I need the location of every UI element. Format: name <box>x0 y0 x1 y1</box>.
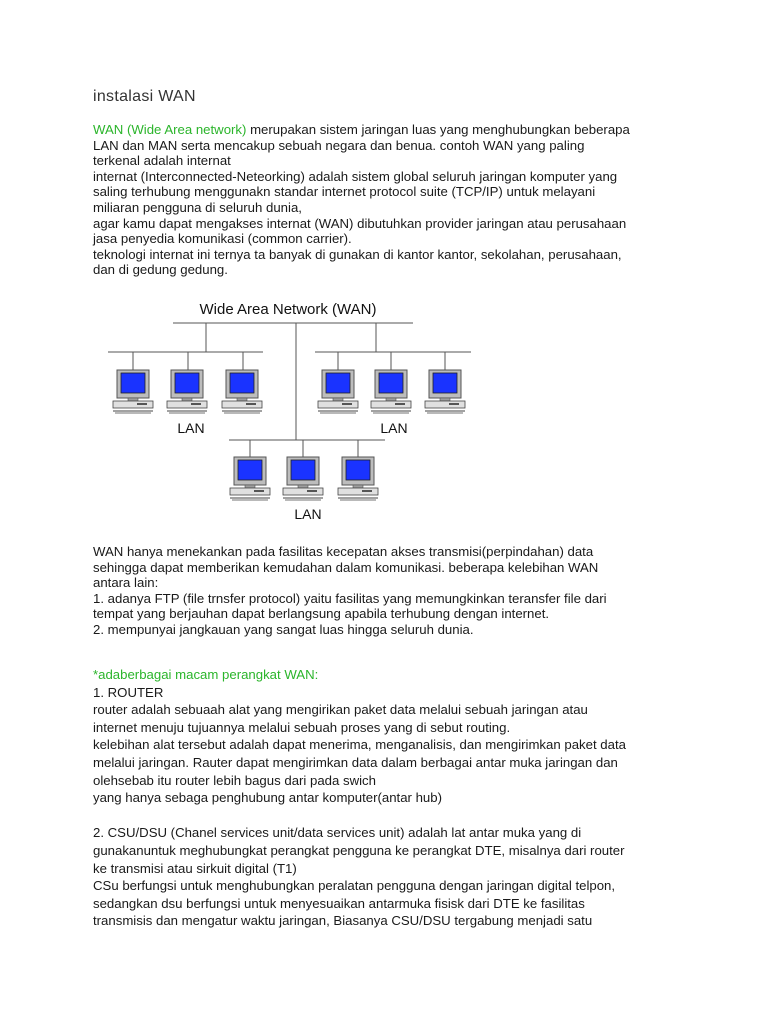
computer-icon <box>371 370 411 413</box>
intro-line: LAN dan MAN serta mencakup sebuah negara dan benua. contoh WAN yang paling <box>93 137 585 153</box>
spacer <box>93 807 683 825</box>
csu-line: sedangkan dsu berfungsi untuk menyesuaikan antarmuka fisisk dari DTE ke fasilitas <box>93 895 585 911</box>
advantages-line: 2. mempunyai jangkauan yang sangat luas hingga seluruh dunia. <box>93 621 474 637</box>
intro-paragraph <box>93 122 683 278</box>
intro-line: teknologi internat ini ternya ta banyak di gunakan di kantor kantor, sekolahan, perusahaan, <box>93 246 622 262</box>
intro-line: dan di gedung gedung. <box>93 262 228 278</box>
advantages-line: WAN hanya menekankan pada fasilitas kecepatan akses transmisi(perpindahan) data <box>93 544 594 559</box>
lan-label: LAN <box>380 420 408 436</box>
router-line: kelebihan alat tersebut adalah dapat menerima, menganalisis, dan mengirimkan paket data <box>93 737 626 753</box>
csu-line: 2. CSU/DSU (Chanel services unit/data services unit) adalah lat antar muka yang di <box>93 825 582 841</box>
devices-heading: *adaberbagai macam perangkat WAN: <box>93 667 319 682</box>
csu-line: gunakanuntuk meghubungkat perangkat pengguna ke perangkat DTE, misalnya dari router <box>93 842 625 858</box>
csu-line: ke transmisi atau sirkuit digital (T1) <box>93 860 297 876</box>
computer-icon <box>338 457 378 500</box>
advantages-line: antara lain: <box>93 575 159 591</box>
advantages-paragraph <box>93 544 683 638</box>
intro-line: miliaran pengguna di seluruh dunia, <box>93 199 302 215</box>
wan-diagram <box>93 290 493 530</box>
computer-icon <box>425 370 465 413</box>
devices-section <box>93 666 683 930</box>
intro-line: agar kamu dapat mengakses internat (WAN) dibutuhkan provider jaringan atau perusahaan <box>93 215 627 231</box>
intro-line: jasa penyedia komunikasi (common carrier). <box>93 231 352 247</box>
advantages-line: tempat yang berjauhan dapat berlangsung apabila terhubung dengan internet. <box>93 606 550 622</box>
csu-line: transmisis dan mengatur waktu jaringan, Biasanya CSU/DSU tergabung menjadi satu <box>93 913 593 929</box>
intro-line-1: WAN (Wide Area network) merupakan sistem jaringan luas yang menghubungkan beberapa <box>93 122 630 137</box>
computer-icon <box>230 457 270 500</box>
computer-icon <box>167 370 207 413</box>
computer-icon <box>318 370 358 413</box>
router-line: yang hanya sebaga penghubung antar komputer(antar hub) <box>93 790 442 806</box>
lan-left <box>108 352 263 436</box>
page-title: instalasi WAN <box>93 88 196 105</box>
intro-line: saling terhubung menggunakn standar internet protocol suite (TCP/IP) untuk melayani <box>93 184 596 200</box>
lan-label: LAN <box>294 506 322 522</box>
csu-line: CSu berfungsi untuk menghubungkan peralatan pengguna dengan jaringan digital telpon, <box>93 878 616 894</box>
wan-highlight: WAN (Wide Area network) <box>93 122 247 137</box>
lan-bottom <box>229 440 385 522</box>
advantages-line: 1. adanya FTP (file trnsfer protocol) yaitu fasilitas yang memungkinkan teransfer file dari <box>93 590 607 606</box>
computer-icon <box>222 370 262 413</box>
intro-line: terkenal adalah internat <box>93 153 231 169</box>
lan-right <box>315 352 471 436</box>
diagram-title: Wide Area Network (WAN) <box>199 301 377 318</box>
router-line: 1. ROUTER <box>93 684 164 700</box>
computer-icon <box>283 457 323 500</box>
advantages-line: sehingga dapat memberikan kemudahan dalam komunikasi. beberapa kelebihan WAN <box>93 559 599 575</box>
intro-line: internat (Interconnected-Neteorking) adalah sistem global seluruh jaringan komputer yang <box>93 168 618 184</box>
router-line: melalui jaringan. Rauter dapat mengirimkan data dalam berbagai antar muka jaringan dan <box>93 754 618 770</box>
router-line: internet menuju tujuannya melalui sebuah proses yang di sebut routing. <box>93 719 511 735</box>
router-line: olehsebab itu router lebih bagus dari pada swich <box>93 772 376 788</box>
lan-label: LAN <box>177 420 205 436</box>
computer-icon <box>113 370 153 413</box>
router-line: router adalah sebuaah alat yang mengirikan paket data melalui sebuah jaringan atau <box>93 702 588 718</box>
